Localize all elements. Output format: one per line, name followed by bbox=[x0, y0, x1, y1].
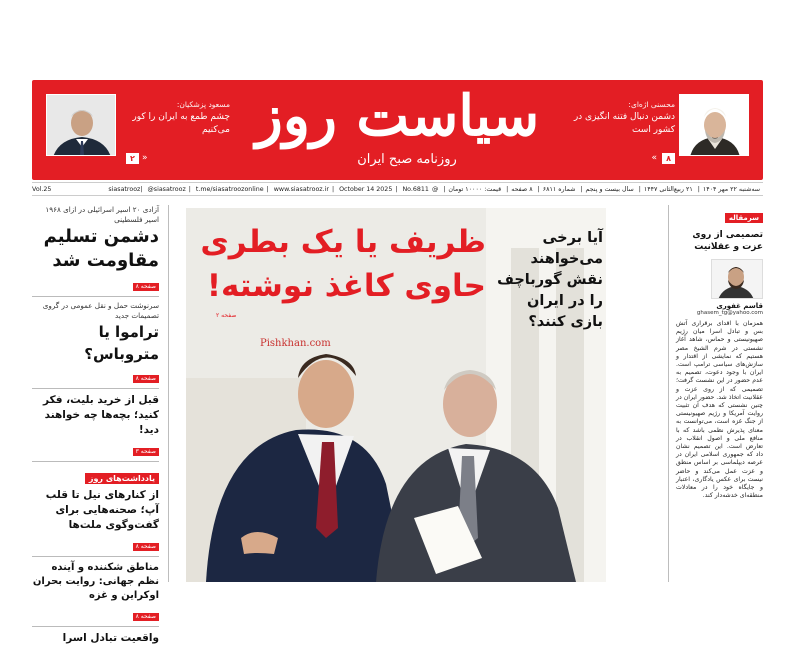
telegram-link[interactable]: t.me/siasatroozonline bbox=[195, 186, 264, 193]
story5-headline[interactable]: مناطق شکننده و آینده نظم جهانی: روایت بحران اوکراین و غزه bbox=[32, 562, 159, 601]
separator bbox=[32, 296, 159, 297]
newspaper-tagline: روزنامه صبح ایران bbox=[357, 152, 457, 167]
left-column bbox=[32, 205, 159, 644]
story2-page[interactable]: صفحه ۸ bbox=[133, 375, 159, 383]
year-label: سال بیست و پنجم bbox=[585, 186, 634, 193]
column-divider-left bbox=[168, 205, 169, 582]
main-subhead[interactable]: آیا برخی می‌خواهند نقش گورباچف را در ایران بازی کنند؟ bbox=[497, 230, 603, 330]
watermark: Pishkhan.com bbox=[260, 338, 331, 349]
separator bbox=[32, 388, 159, 389]
left-teaser-page: ۲ bbox=[126, 153, 139, 164]
story4-page[interactable]: صفحه ۸ bbox=[133, 543, 159, 551]
author-avatar bbox=[711, 259, 763, 299]
section-label: یادداشت‌های روز bbox=[85, 473, 159, 484]
right-teaser[interactable] bbox=[569, 98, 675, 137]
issue-english: No.6811 bbox=[402, 186, 429, 193]
story3-page[interactable]: صفحه ۳ bbox=[133, 448, 159, 456]
column-divider-right bbox=[668, 205, 669, 582]
right-teaser-photo[interactable] bbox=[679, 94, 749, 156]
left-teaser[interactable] bbox=[124, 98, 230, 137]
main-headline[interactable]: ظریف یا یک بطری حاوی کاغذ نوشته! bbox=[200, 224, 486, 304]
right-teaser-name: محسنی اژه‌ای: bbox=[628, 100, 675, 109]
story1-headline[interactable]: دشمن تسلیم مقاومت شد bbox=[43, 226, 159, 271]
left-teaser-photo[interactable] bbox=[46, 94, 116, 156]
date-english: October 14 2025 bbox=[339, 186, 393, 193]
price: قیمت: ۱۰۰۰۰ تومان bbox=[448, 186, 502, 193]
date-persian: سه‌شنبه ۲۲ مهر ۱۴۰۴ bbox=[702, 186, 760, 193]
story6-headline[interactable]: واقعیت تبادل اسرا bbox=[62, 632, 159, 644]
separator bbox=[32, 461, 159, 462]
left-teaser-name: مسعود پزشکیان: bbox=[176, 100, 230, 109]
info-strip: سه‌شنبه ۲۲ مهر ۱۴۰۴| ۲۱ ربیع‌الثانی ۱۴۴۷| سال بیست و پنجم| شماره ۶۸۱۱| ۸ صفحه| قیمت: ۱۰۰۰۰ تومان| @siasatrooz| @siasatrooz | t.me/siasatroozonline | www.siasatrooz.ir | October 14 2025 | No.6811 bbox=[108, 182, 763, 196]
story1-page[interactable]: صفحه ۸ bbox=[133, 283, 159, 291]
newspaper-logo[interactable]: سیاست روز bbox=[255, 83, 540, 149]
editorial-body: همزمان با اقدای برقراری آتش بس و تبادل اسرا میان رژیم صهیونیستی و حماس، شاهد آغاز نشستی در شرم الشیخ مصر هستیم که نمایشی از اقتدار و سازش‌های سیاسی ترامپ است. ایران با وجود دعوت، تصمیم به عدم حضور در این نشست گرفت؛ تصمیمی که از روی عزت و عقلانیت اتخاذ شد. حضور ایران در چنین نشستی که هدف آن تثبیت روایت آمریکا و رژیم صهیونیستی از جنگ غزه است، می‌توانست به معنای پذیرش نظمی باشد که با منافع ملی و اصول انقلاب در تعارض است. این تصمیم نشان داد که جمهوری اسلامی ایران در عرصه دیپلماسی بر اساس منطق و عزت عمل می‌کند و حاضر نیست برای عکس یادگاری، اعتبار و جایگاه خود را در معادلات منطقه‌ای خدشه‌دار کند. bbox=[676, 320, 763, 500]
volume-label: Vol.25 bbox=[32, 182, 108, 196]
main-story-page[interactable]: صفحه ۲ bbox=[216, 312, 237, 319]
right-teaser-text: دشمن دنبال فتنه انگیزی در کشور است bbox=[573, 112, 675, 135]
issue-number: شماره ۶۸۱۱ bbox=[542, 186, 576, 193]
right-teaser-page: ۸ bbox=[662, 153, 675, 164]
instagram-handle[interactable]: @siasatrooz bbox=[108, 186, 439, 193]
story5-page[interactable]: صفحه ۸ bbox=[133, 613, 159, 621]
story4-headline[interactable]: از کنارهای نیل تا قلب آپ؛ صحنه‌هایی برای گفت‌وگوی ملت‌ها bbox=[45, 489, 159, 531]
chevron-left-icon: « bbox=[651, 153, 657, 163]
left-teaser-text: چشم طمع به ایران را کور می‌کنیم bbox=[132, 112, 230, 135]
story1-kicker: آزادی ۲۰ اسیر اسرائیلی در ازای ۱۹۶۸ اسیر فلسطینی bbox=[45, 205, 159, 224]
author-name: قاسم غفوری bbox=[716, 302, 763, 310]
chevron-right-icon: » bbox=[142, 153, 148, 163]
page-count: ۸ صفحه bbox=[511, 186, 533, 193]
twitter-handle[interactable]: @siasatrooz bbox=[147, 186, 186, 193]
separator bbox=[32, 626, 159, 627]
editorial-title[interactable]: تصمیمی از روی عزت و عقلانیت bbox=[692, 230, 763, 252]
story2-headline[interactable]: تراموا یا متروباس؟ bbox=[84, 323, 159, 363]
author-email[interactable]: ghasem_tg@yahoo.com bbox=[696, 310, 763, 316]
story3-headline[interactable]: قبل از خرید بلیت، فکر کنید؛ بچه‌ها چه خواهند دید! bbox=[42, 394, 159, 436]
date-hijri: ۲۱ ربیع‌الثانی ۱۴۴۷ bbox=[643, 186, 693, 193]
story2-kicker: سرنوشت حمل و نقل عمومی در گروی تصمیمات جدید bbox=[42, 301, 159, 320]
website-link[interactable]: www.siasatrooz.ir bbox=[273, 186, 329, 193]
editorial-label: سرمقاله bbox=[725, 213, 763, 223]
main-story-photo[interactable] bbox=[186, 208, 606, 582]
right-column bbox=[676, 205, 763, 582]
separator bbox=[32, 556, 159, 557]
masthead bbox=[32, 80, 763, 180]
